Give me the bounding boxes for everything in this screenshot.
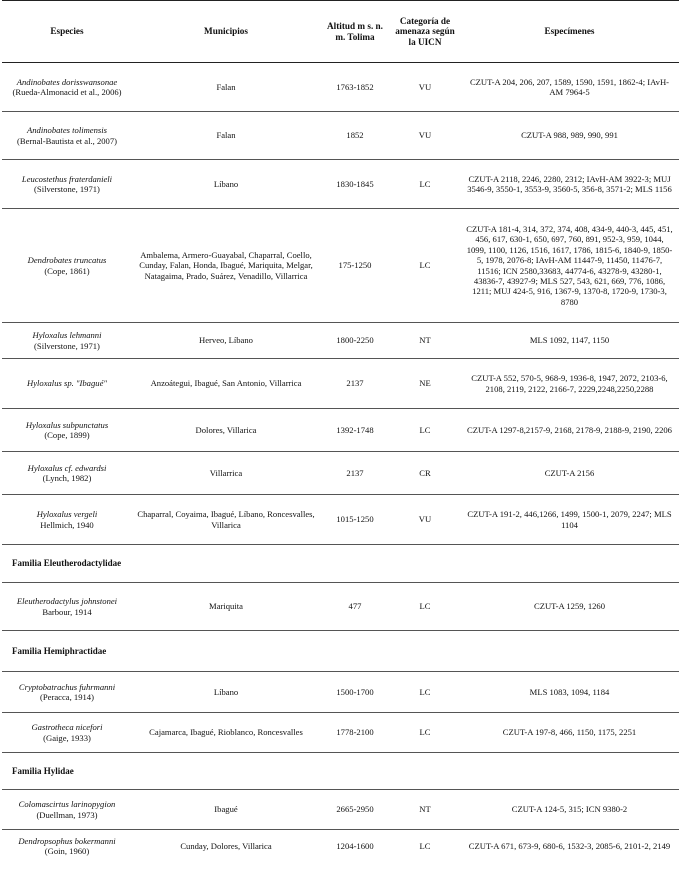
altitude-cell: 2137: [320, 452, 390, 495]
species-cell: [2, 409, 132, 452]
scientific-name: Hyloxalus cf. edwardsi: [27, 462, 107, 473]
iucn-category-cell: LC: [390, 160, 460, 209]
species-row: [2, 495, 679, 545]
specimens-cell: CZUT-A 552, 570-5, 968-9, 1936-8, 1947, 2072, 2103-6, 2108, 2119, 2122, 2166-7, 2229,2248,2250,2288: [460, 359, 679, 409]
species-row: [2, 790, 679, 830]
species-row: [2, 323, 679, 359]
iucn-category-cell: CR: [390, 452, 460, 495]
species-row: [2, 63, 679, 112]
species-author: Barbour, 1914: [42, 606, 92, 617]
species-cell: [2, 160, 132, 209]
species-table: [2, 0, 679, 863]
species-author: (Goin, 1960): [44, 846, 90, 857]
empty-cell: [460, 753, 679, 790]
empty-cell: [390, 753, 460, 790]
species-row: [2, 209, 679, 323]
empty-cell: [460, 631, 679, 672]
species-row: [2, 160, 679, 209]
scientific-name: Eleutherodactylus johnstonei: [16, 596, 118, 607]
scientific-name: Hyloxalus lehmanni: [32, 330, 102, 341]
species-cell: [2, 583, 132, 631]
species-row: [2, 112, 679, 160]
altitude-cell: 1204-1600: [336, 841, 374, 851]
altitude-cell: 1500-1700: [320, 672, 390, 713]
altitude-cell: 2137: [320, 359, 390, 409]
scientific-name: Hyloxalus vergeli: [36, 509, 98, 520]
family-row: [2, 545, 679, 583]
species-author: (Lynch, 1982): [42, 473, 92, 483]
family-row: [2, 753, 679, 790]
header-altitude: Altitud m s. n. m. Tolima: [320, 1, 390, 63]
species-author: (Silverstone, 1971): [34, 340, 100, 351]
empty-cell: [390, 545, 460, 583]
empty-cell: [132, 631, 320, 672]
scientific-name: Dendropsophus bokermanni: [18, 835, 116, 846]
species-author: (Gaige, 1933): [43, 732, 91, 743]
species-cell: [2, 112, 132, 160]
species-cell: [2, 63, 132, 112]
empty-cell: [132, 753, 320, 790]
municipalities-cell: Falan: [132, 112, 320, 160]
empty-cell: [320, 631, 390, 672]
specimens-cell: CZUT-A 191-2, 446,1266, 1499, 1500-1, 2079, 2247; MLS 1104: [460, 495, 679, 545]
scientific-name: Andinobates tolimensis: [27, 125, 107, 136]
scientific-name: Colomascirtus larinopygion: [18, 799, 116, 810]
altitude-cell: 1800-2250: [320, 323, 390, 359]
iucn-category-cell: VU: [390, 495, 460, 545]
municipalities-cell: Cunday, Dolores, Villarica: [180, 841, 272, 851]
municipalities-cell: Falan: [132, 63, 320, 112]
municipalities-cell: Chaparral, Coyaima, Ibagué, Líbano, Roncesvalles, Villarica: [132, 495, 320, 545]
altitude-cell: 1392-1748: [320, 409, 390, 452]
species-row: [2, 830, 679, 863]
altitude-cell: 1852: [320, 112, 390, 160]
municipalities-cell: Cajamarca, Ibagué, Rioblanco, Roncesvalles: [132, 713, 320, 753]
family-label: Familia Eleutherodactylidae: [2, 545, 132, 583]
specimens-cell: CZUT-A 197-8, 466, 1150, 1175, 2251: [460, 713, 679, 753]
family-label: Familia Hylidae: [2, 753, 132, 790]
municipalities-cell: Líbano: [132, 160, 320, 209]
species-cell: [2, 495, 132, 545]
species-cell: [2, 672, 132, 713]
family-label: Familia Hemiphractidae: [2, 631, 132, 672]
scientific-name: Andinobates dorisswansonae: [16, 76, 118, 87]
specimens-cell: CZUT-A 2156: [460, 452, 679, 495]
species-row: [2, 452, 679, 495]
iucn-category-cell: LC: [390, 583, 460, 631]
specimens-cell: MLS 1092, 1147, 1150: [460, 323, 679, 359]
iucn-category-cell: VU: [390, 112, 460, 160]
scientific-name: Leucostethus fraterdanieli: [21, 173, 113, 184]
species-cell: [2, 830, 132, 863]
altitude-cell: 1763-1852: [320, 63, 390, 112]
species-author: (Peracca, 1914): [40, 692, 94, 702]
scientific-name: Hyloxalus sp. "Ibagué": [26, 378, 107, 389]
header-species: Especies: [2, 1, 132, 63]
altitude-cell: 2665-2950: [320, 790, 390, 830]
scientific-name: Dendrobates truncatus: [27, 255, 107, 266]
header-row: [2, 1, 679, 63]
specimens-cell: CZUT-A 204, 206, 207, 1589, 1590, 1591, 1862-4; IAvH-AM 7964-5: [460, 63, 679, 112]
scientific-name: Gastrotheca nicefori: [31, 722, 103, 733]
family-row: [2, 631, 679, 672]
altitude-cell: 175-1250: [320, 209, 390, 323]
iucn-category-cell: NT: [390, 790, 460, 830]
species-row: [2, 672, 679, 713]
iucn-category-cell: LC: [390, 713, 460, 753]
species-author: (Duellman, 1973): [36, 809, 98, 820]
municipalities-cell: Dolores, Villarica: [132, 409, 320, 452]
species-cell: [2, 359, 132, 409]
empty-cell: [390, 631, 460, 672]
specimens-cell: CZUT-A 1259, 1260: [460, 583, 679, 631]
specimens-cell: CZUT-A 181-4, 314, 372, 374, 408, 434-9, 440-3, 445, 451, 456, 617, 630-1, 650, 697, 760, 891, 952-3, 959, 1044, 1099, 1100, 1126, 1516, 1617, 1786, 1815-6, 1840-9, 1850-5, 1978, 2076-8; IAvH-AM 11447-9, 11450, 11476-7, 11516; ICN 2580,33683, 44774-6, 43278-9, 43280-1, 43836-7, 43927-9; MLS 527, 543, 621, 669, 776, 1086, 1211; MUJ 424-5, 916, 1367-9, 1370-8, 1720-9, 1730-3, 8780: [460, 209, 679, 323]
species-cell: [2, 790, 132, 830]
header-iucn: Categoría de amenaza según la UICN: [390, 1, 460, 63]
species-row: [2, 583, 679, 631]
specimens-cell: CZUT-A 124-5, 315; ICN 9380-2: [460, 790, 679, 830]
iucn-category-cell: NE: [390, 359, 460, 409]
municipalities-cell: Líbano: [132, 672, 320, 713]
species-author: Hellmich, 1940: [40, 519, 94, 530]
species-row: [2, 713, 679, 753]
municipalities-cell: Mariquita: [132, 583, 320, 631]
municipalities-cell: Ambalema, Armero-Guayabal, Chaparral, Coello, Cunday, Falan, Honda, Ibagué, Mariquita, Melgar, Natagaima, Prado, Suárez, Venadillo, Villarrica: [132, 209, 320, 323]
altitude-cell: 1015-1250: [320, 495, 390, 545]
species-author: (Rueda-Almonacid et al., 2006): [12, 87, 122, 97]
municipalities-cell: Villarrica: [132, 452, 320, 495]
scientific-name: Hyloxalus subpunctatus: [25, 419, 109, 430]
specimens-cell: CZUT-A 988, 989, 990, 991: [460, 112, 679, 160]
iucn-category-cell: VU: [390, 63, 460, 112]
table-body: [2, 63, 679, 863]
specimens-cell: CZUT-A 1297-8,2157-9, 2168, 2178-9, 2188-9, 2190, 2206: [460, 409, 679, 452]
specimens-cell: CZUT-A 2118, 2246, 2280, 2312; IAvH-AM 3922-3; MUJ 3546-9, 3550-1, 3553-9, 3560-5, 356-8, 3571-2; MLS 1156: [460, 160, 679, 209]
species-author: (Cope, 1899): [44, 430, 90, 440]
species-cell: [2, 209, 132, 323]
municipalities-cell: Herveo, Líbano: [132, 323, 320, 359]
empty-cell: [320, 545, 390, 583]
iucn-category-cell: LC: [390, 409, 460, 452]
species-author: (Silverstone, 1971): [34, 184, 100, 194]
specimens-cell: MLS 1083, 1094, 1184: [460, 672, 679, 713]
species-cell: [2, 323, 132, 359]
header-specimens: Especímenes: [460, 1, 679, 63]
header-municipalities: Municipios: [132, 1, 320, 63]
empty-cell: [132, 545, 320, 583]
empty-cell: [460, 545, 679, 583]
iucn-category-cell: LC: [419, 841, 431, 851]
species-row: [2, 409, 679, 452]
species-cell: [2, 452, 132, 495]
scientific-name: Cryptobatrachus fuhrmanni: [18, 681, 116, 692]
iucn-category-cell: LC: [390, 672, 460, 713]
empty-cell: [320, 753, 390, 790]
species-cell: [2, 713, 132, 753]
species-row: [2, 359, 679, 409]
municipalities-cell: Anzoátegui, Ibagué, San Antonio, Villarrica: [132, 359, 320, 409]
altitude-cell: 1778-2100: [320, 713, 390, 753]
species-author: (Cope, 1861): [44, 265, 90, 276]
iucn-category-cell: NT: [390, 323, 460, 359]
iucn-category-cell: LC: [390, 209, 460, 323]
municipalities-cell: Ibagué: [132, 790, 320, 830]
specimens-cell: CZUT-A 671, 673-9, 680-6, 1532-3, 2085-6, 2101-2, 2149: [468, 841, 671, 851]
altitude-cell: 1830-1845: [320, 160, 390, 209]
species-author: (Bernal-Bautista et al., 2007): [17, 135, 117, 146]
altitude-cell: 477: [320, 583, 390, 631]
